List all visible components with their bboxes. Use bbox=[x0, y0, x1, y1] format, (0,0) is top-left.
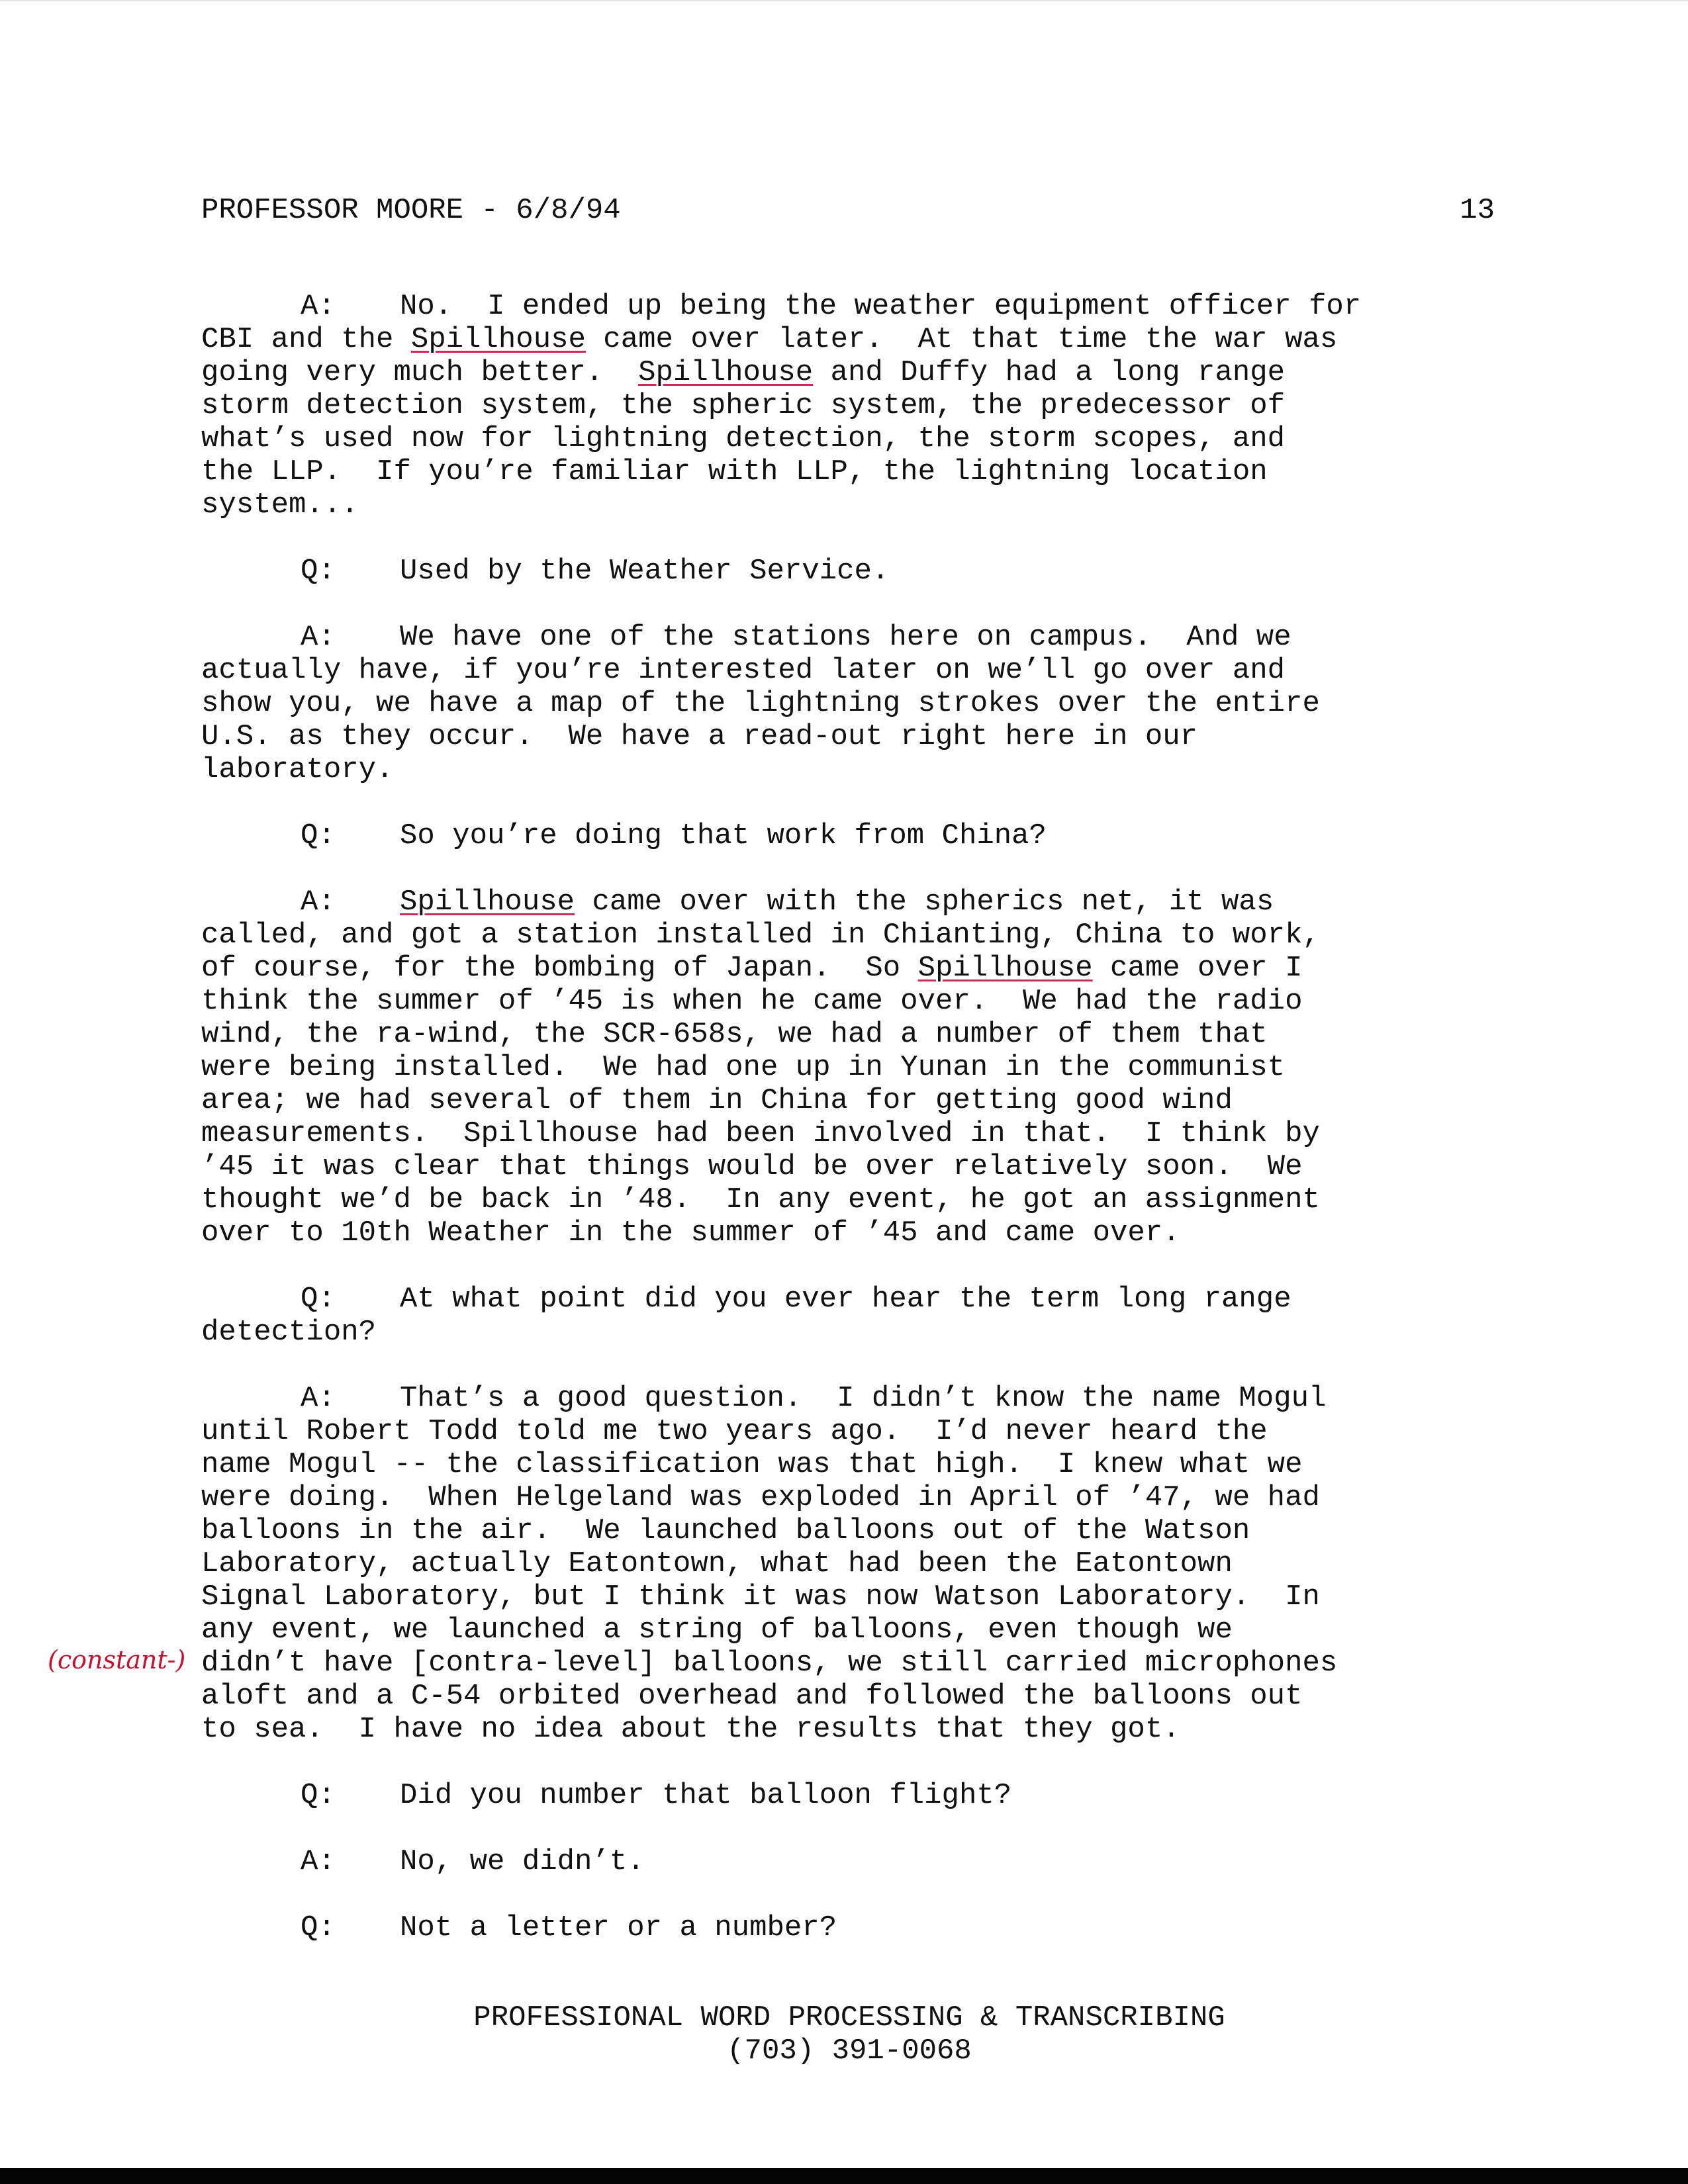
transcript-line bbox=[201, 356, 1497, 389]
transcript-line bbox=[201, 389, 1497, 422]
transcript-line bbox=[201, 1150, 1497, 1183]
transcript-line bbox=[201, 488, 1497, 522]
transcript-line bbox=[201, 1911, 1497, 1944]
transcript-paragraph bbox=[201, 555, 1497, 588]
speaker-label: Q: bbox=[301, 1283, 336, 1316]
text-segment: to sea. I have no idea about the results that they got. bbox=[201, 1713, 1180, 1746]
text-segment: Laboratory, actually Eatontown, what had been the Eatontown bbox=[201, 1547, 1233, 1580]
transcript-line bbox=[201, 1713, 1497, 1746]
transcript-line bbox=[201, 1779, 1497, 1812]
transcript-line bbox=[201, 1580, 1497, 1614]
transcript-line bbox=[201, 886, 1497, 919]
text-segment: of course, for the bombing of Japan. So bbox=[201, 952, 918, 985]
transcript-line bbox=[201, 1614, 1497, 1647]
transcript-line bbox=[201, 819, 1497, 852]
text-segment: show you, we have a map of the lightning strokes over the entire bbox=[201, 687, 1320, 720]
transcript-line bbox=[201, 1514, 1497, 1547]
text-segment: That’s a good question. I didn’t know the name Mogul bbox=[400, 1382, 1327, 1415]
text-segment: were being installed. We had one up in Yunan in the communist bbox=[201, 1051, 1286, 1084]
transcript-paragraph bbox=[201, 886, 1497, 1250]
transcript-line bbox=[201, 1382, 1497, 1415]
underlined-name: Spillhouse bbox=[638, 356, 814, 389]
text-segment: came over later. At that time the war was bbox=[585, 323, 1338, 356]
speaker-label: Q: bbox=[301, 1911, 336, 1944]
transcript-line bbox=[201, 621, 1497, 654]
header-title: PROFESSOR MOORE - 6/8/94 bbox=[201, 194, 621, 227]
transcript-paragraph bbox=[201, 1845, 1497, 1878]
transcript-paragraph bbox=[201, 1911, 1497, 1944]
text-segment: called, and got a station installed in Chianting, China to work, bbox=[201, 919, 1320, 952]
transcript-paragraph bbox=[201, 290, 1497, 522]
text-segment: came over I bbox=[1092, 952, 1303, 985]
transcript-line bbox=[201, 290, 1497, 323]
text-segment: We have one of the stations here on campus. And we bbox=[400, 621, 1291, 654]
transcript-line bbox=[201, 1283, 1497, 1316]
transcript-line bbox=[201, 1680, 1497, 1713]
speaker-label: Q: bbox=[301, 1779, 336, 1812]
text-segment: Signal Laboratory, but I think it was now Watson Laboratory. In bbox=[201, 1580, 1320, 1614]
text-segment: name Mogul -- the classification was that high. I knew what we bbox=[201, 1448, 1303, 1481]
underlined-name: Spillhouse bbox=[410, 323, 586, 356]
transcript-line bbox=[201, 422, 1497, 455]
text-segment: aloft and a C-54 orbited overhead and followed the balloons out bbox=[201, 1680, 1303, 1713]
underlined-name: Spillhouse bbox=[400, 886, 575, 919]
speaker-label: A: bbox=[301, 1382, 336, 1415]
text-segment: No, we didn’t. bbox=[400, 1845, 645, 1878]
transcript-line bbox=[201, 1415, 1497, 1448]
text-segment: balloons in the air. We launched balloons out of the Watson bbox=[201, 1514, 1250, 1547]
text-segment: going very much better. bbox=[201, 356, 639, 389]
transcript-line bbox=[201, 1845, 1497, 1878]
transcript-line bbox=[201, 919, 1497, 952]
text-segment: At what point did you ever hear the term long range bbox=[400, 1283, 1291, 1316]
text-segment: system... bbox=[201, 488, 359, 522]
transcript-paragraph bbox=[201, 819, 1497, 852]
text-segment: No. I ended up being the weather equipment officer for bbox=[400, 290, 1362, 323]
transcript-line bbox=[201, 1216, 1497, 1250]
transcript-line bbox=[201, 1117, 1497, 1150]
text-segment: actually have, if you’re interested later on we’ll go over and bbox=[201, 654, 1286, 687]
transcript-line bbox=[201, 1547, 1497, 1580]
transcript-line bbox=[201, 952, 1497, 985]
footer-company: PROFESSIONAL WORD PROCESSING & TRANSCRIBING bbox=[473, 2001, 1225, 2034]
page-number: 13 bbox=[1460, 194, 1495, 227]
transcript-line bbox=[201, 1051, 1497, 1084]
text-segment: laboratory. bbox=[201, 753, 394, 786]
text-segment: detection? bbox=[201, 1316, 377, 1349]
transcript-line bbox=[201, 1316, 1497, 1349]
speaker-label: A: bbox=[301, 290, 336, 323]
text-segment: didn’t have [contra-level] balloons, we still carried microphones bbox=[201, 1647, 1338, 1680]
text-segment: came over with the spherics net, it was bbox=[575, 886, 1274, 919]
transcript-paragraph bbox=[201, 621, 1497, 786]
transcript-line bbox=[201, 555, 1497, 588]
transcript-paragraph bbox=[201, 1779, 1497, 1812]
text-segment: the LLP. If you’re familiar with LLP, the lightning location bbox=[201, 455, 1268, 488]
text-segment: wind, the ra-wind, the SCR-658s, we had a number of them that bbox=[201, 1018, 1268, 1051]
page-header bbox=[201, 192, 1495, 229]
transcript-line bbox=[201, 1647, 1497, 1680]
transcript-line bbox=[201, 654, 1497, 687]
speaker-label: Q: bbox=[301, 555, 336, 588]
transcript-line bbox=[201, 1084, 1497, 1117]
text-segment: Did you number that balloon flight? bbox=[400, 1779, 1012, 1812]
text-segment: think the summer of ’45 is when he came over. We had the radio bbox=[201, 985, 1303, 1018]
transcript-line bbox=[201, 1481, 1497, 1514]
transcript-line bbox=[201, 455, 1497, 488]
transcript-line bbox=[201, 985, 1497, 1018]
handwritten-margin-note: (constant-) bbox=[48, 1645, 186, 1674]
speaker-label: Q: bbox=[301, 819, 336, 852]
text-segment: until Robert Todd told me two years ago. I’d never heard the bbox=[201, 1415, 1268, 1448]
text-segment: ’45 it was clear that things would be over relatively soon. We bbox=[201, 1150, 1303, 1183]
underlined-name: Spillhouse bbox=[917, 952, 1093, 985]
text-segment: over to 10th Weather in the summer of ’45 and came over. bbox=[201, 1216, 1180, 1250]
transcript-line bbox=[201, 687, 1497, 720]
text-segment: thought we’d be back in ’48. In any event, he got an assignment bbox=[201, 1183, 1320, 1216]
text-segment: Used by the Weather Service. bbox=[400, 555, 890, 588]
speaker-label: A: bbox=[301, 621, 336, 654]
page-footer bbox=[201, 2001, 1497, 2068]
text-segment: storm detection system, the spheric system, the predecessor of bbox=[201, 389, 1286, 422]
transcript-line bbox=[201, 720, 1497, 753]
text-segment: measurements. Spillhouse had been involved in that. I think by bbox=[201, 1117, 1320, 1150]
text-segment: CBI and the bbox=[201, 323, 411, 356]
transcript-paragraph bbox=[201, 1382, 1497, 1746]
text-segment: any event, we launched a string of balloons, even though we bbox=[201, 1614, 1233, 1647]
text-segment: area; we had several of them in China for getting good wind bbox=[201, 1084, 1233, 1117]
scan-bottom-edge bbox=[0, 2168, 1688, 2184]
text-segment: So you’re doing that work from China? bbox=[400, 819, 1047, 852]
transcript-line bbox=[201, 323, 1497, 356]
footer-phone: (703) 391-0068 bbox=[727, 2034, 972, 2068]
text-segment: Not a letter or a number? bbox=[400, 1911, 837, 1944]
text-segment: were doing. When Helgeland was exploded in April of ’47, we had bbox=[201, 1481, 1320, 1514]
speaker-label: A: bbox=[301, 1845, 336, 1878]
transcript-line bbox=[201, 1448, 1497, 1481]
transcript-line bbox=[201, 753, 1497, 786]
transcript-line bbox=[201, 1018, 1497, 1051]
transcript-body bbox=[201, 290, 1497, 1978]
text-segment: what’s used now for lightning detection, the storm scopes, and bbox=[201, 422, 1286, 455]
text-segment: and Duffy had a long range bbox=[813, 356, 1286, 389]
text-segment: U.S. as they occur. We have a read-out right here in our bbox=[201, 720, 1198, 753]
speaker-label: A: bbox=[301, 886, 336, 919]
transcript-paragraph bbox=[201, 1283, 1497, 1349]
transcript-line bbox=[201, 1183, 1497, 1216]
